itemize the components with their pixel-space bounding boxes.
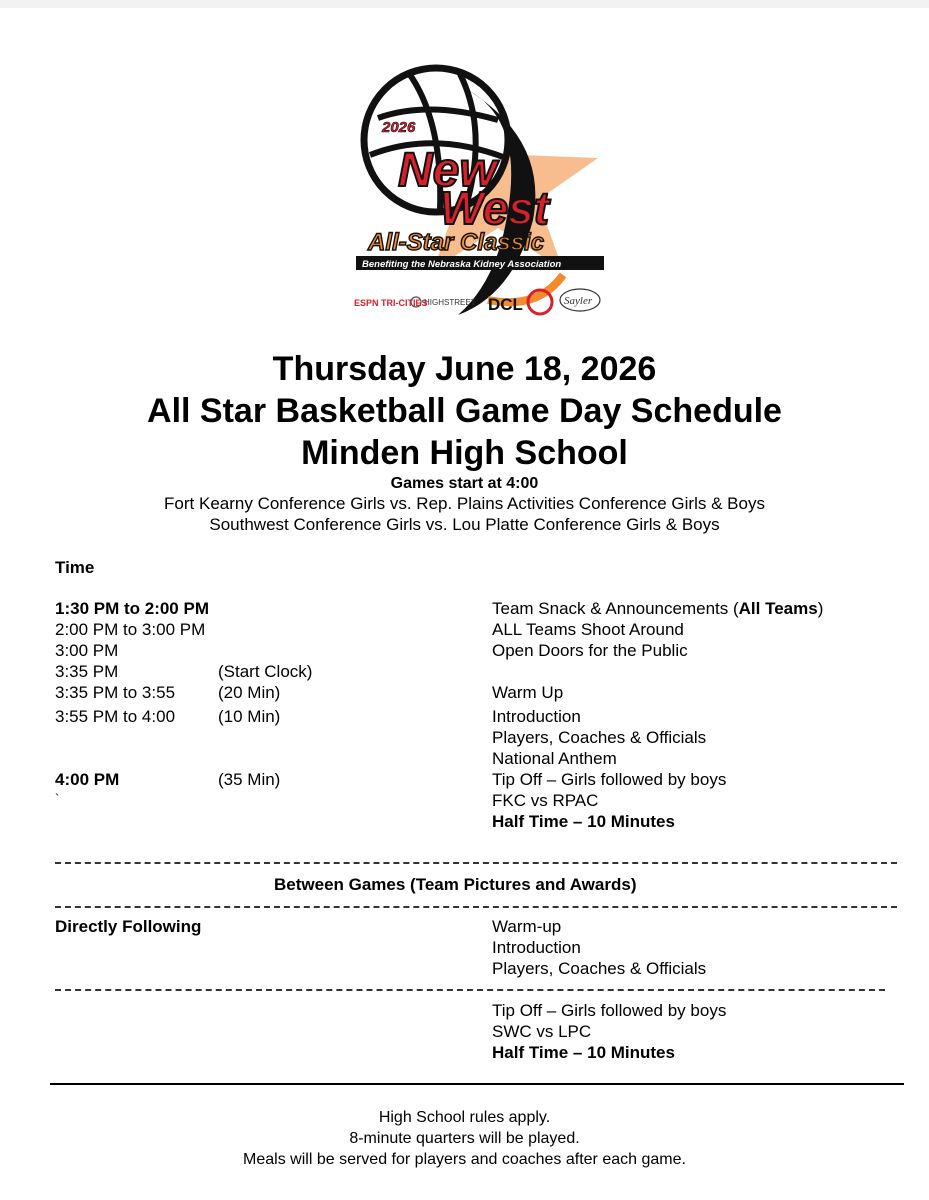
row-activity: Players, Coaches & Officials — [492, 728, 707, 747]
row-activity: Introduction — [492, 707, 581, 726]
logo-new: New — [398, 144, 497, 197]
time-heading: Time — [55, 558, 95, 577]
following-item: Warm-up — [492, 917, 562, 936]
footer-line: 8-minute quarters will be played. — [349, 1130, 580, 1147]
row-time: 3:00 PM — [55, 641, 119, 660]
logo-year: 2026 — [382, 119, 416, 136]
top-border — [0, 0, 929, 8]
row-activity: Team Snack & Announcements (All Teams) — [492, 599, 824, 618]
row-time: 3:35 PM to 3:55 — [55, 683, 176, 702]
footer-line: Meals will be served for players and coaches after each game. — [243, 1151, 686, 1168]
following-item: Introduction — [492, 938, 581, 957]
event-date: Thursday June 18, 2026 — [272, 350, 657, 388]
row-duration: (35 Min) — [218, 770, 281, 789]
row-time: 3:55 PM to 4:00 — [55, 707, 176, 726]
venue: Minden High School — [301, 434, 628, 472]
row-activity: Open Doors for the Public — [492, 641, 688, 660]
matchup-2: Southwest Conference Girls vs. Lou Platte Conference Girls & Boys — [209, 515, 720, 534]
row-duration: (10 Min) — [218, 707, 281, 726]
row-duration: (Start Clock) — [218, 662, 313, 681]
row-mark: ` — [55, 791, 60, 806]
new-west-all-star-classic-logo — [348, 60, 608, 328]
row-duration: (20 Min) — [218, 683, 281, 702]
sponsor-dcl: DCL — [488, 295, 523, 314]
sponsor-sayler: Sayler — [564, 295, 593, 307]
second-game-item: Tip Off – Girls followed by boys — [492, 1001, 727, 1020]
following-label: Directly Following — [55, 917, 202, 936]
row-activity: Tip Off – Girls followed by boys — [492, 770, 727, 789]
row-activity: FKC vs RPAC — [492, 791, 599, 810]
row-time: 1:30 PM to 2:00 PM — [55, 599, 209, 618]
matchup-1: Fort Kearny Conference Girls vs. Rep. Plains Activities Conference Girls & Boys — [164, 494, 765, 513]
logo-benefit: Benefiting the Nebraska Kidney Association — [362, 259, 562, 270]
row-activity: Warm Up — [492, 683, 564, 702]
between-games: Between Games (Team Pictures and Awards) — [274, 875, 637, 894]
start-note: Games start at 4:00 — [390, 475, 539, 492]
sponsor-highstreet: HIGHSTREET — [424, 298, 476, 307]
second-game-item: SWC vs LPC — [492, 1022, 592, 1041]
row-time: 3:35 PM — [55, 662, 119, 681]
half-time-1: Half Time – 10 Minutes — [492, 812, 675, 831]
half-time-2: Half Time – 10 Minutes — [492, 1043, 675, 1062]
row-time: 2:00 PM to 3:00 PM — [55, 620, 206, 639]
dashed-divider — [55, 906, 897, 908]
dashed-divider — [55, 989, 885, 991]
solid-divider — [50, 1083, 904, 1085]
following-item: Players, Coaches & Officials — [492, 959, 707, 978]
row-activity: National Anthem — [492, 749, 617, 768]
footer-line: High School rules apply. — [378, 1109, 551, 1126]
logo-classic: All-Star Classic — [368, 229, 545, 256]
page-title: All Star Basketball Game Day Schedule — [147, 392, 782, 430]
dashed-divider — [55, 862, 897, 864]
sponsor-espn: ESPN TRI-CITIES — [354, 298, 428, 308]
row-activity: ALL Teams Shoot Around — [492, 620, 684, 639]
row-time: 4:00 PM — [55, 770, 120, 789]
logo-west: West — [440, 182, 550, 234]
